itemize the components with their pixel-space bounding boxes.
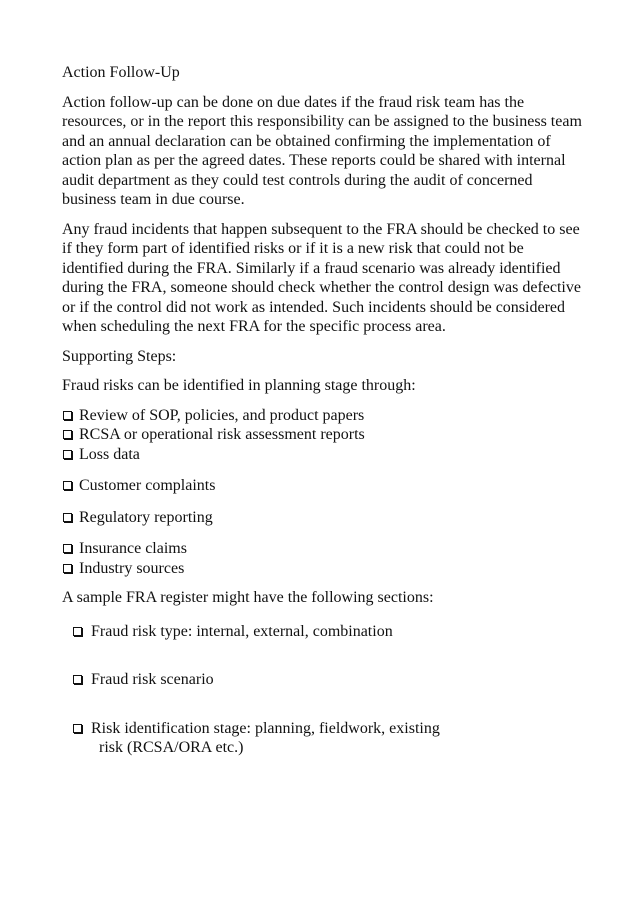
checkbox-icon xyxy=(73,724,82,733)
checkbox-icon xyxy=(73,675,82,684)
list-item-text: Regulatory reporting xyxy=(79,508,213,526)
list-item xyxy=(62,670,582,690)
list-item xyxy=(62,719,582,758)
list-item xyxy=(62,476,582,496)
checkbox-icon xyxy=(63,544,72,553)
list-item xyxy=(62,539,582,559)
checkbox-icon xyxy=(63,564,72,573)
list-item-text: Fraud risk type: internal, external, combination xyxy=(91,622,393,640)
checkbox-icon xyxy=(63,450,72,459)
list-item-text: RCSA or operational risk assessment reports xyxy=(79,426,365,443)
list-item-text-continuation: risk (RCSA/ORA etc.) xyxy=(99,739,244,756)
list-item-text: Customer complaints xyxy=(79,477,216,494)
section-heading: Action Follow-Up xyxy=(62,64,180,81)
list-item xyxy=(62,508,582,528)
checkbox-icon xyxy=(63,411,72,420)
checkbox-icon xyxy=(63,430,72,439)
document-page xyxy=(62,63,582,758)
planning-intro: Fraud risks can be identified in planning stage through: xyxy=(62,377,416,394)
paragraph-action-follow-up: Action follow-up can be done on due dates if the fraud risk team has the resources, or in the report this responsibility can be assigned to the business team and an annual declaration can be obtained confirming the implementation of action plan as per the agreed dates. These reports could be shared with internal audit department as they could test controls during the audit of concerned business team in due course. xyxy=(62,93,582,208)
paragraph-fraud-incidents: Any fraud incidents that happen subsequent to the FRA should be checked to see if they form part of identified risks or if it is a new risk that could not be identified during the FRA. Similarly if a fraud scenario was already identified during the FRA, someone should check whether the control design was defective or if the control did not work as intended. Such incidents should be considered when scheduling the next FRA for the specific process area. xyxy=(62,220,581,335)
list-item-text: Insurance claims xyxy=(79,540,187,557)
planning-sources-group-1 xyxy=(62,406,582,579)
list-item-text: Loss data xyxy=(79,445,140,463)
register-sections-list xyxy=(62,622,582,758)
register-intro: A sample FRA register might have the following sections: xyxy=(62,589,434,606)
list-item xyxy=(62,406,582,426)
checkbox-icon xyxy=(63,513,72,522)
list-item-text: Risk identification stage: planning, fieldwork, existing xyxy=(91,719,440,737)
list-item-text: Industry sources xyxy=(79,559,185,577)
list-item xyxy=(62,445,582,465)
supporting-steps-label: Supporting Steps: xyxy=(62,347,177,365)
list-item xyxy=(62,622,582,642)
checkbox-icon xyxy=(63,481,72,490)
list-item-text: Review of SOP, policies, and product papers xyxy=(79,406,365,424)
list-item xyxy=(62,559,582,579)
list-item-text: Fraud risk scenario xyxy=(91,671,214,688)
checkbox-icon xyxy=(73,627,82,636)
list-item xyxy=(62,425,582,445)
